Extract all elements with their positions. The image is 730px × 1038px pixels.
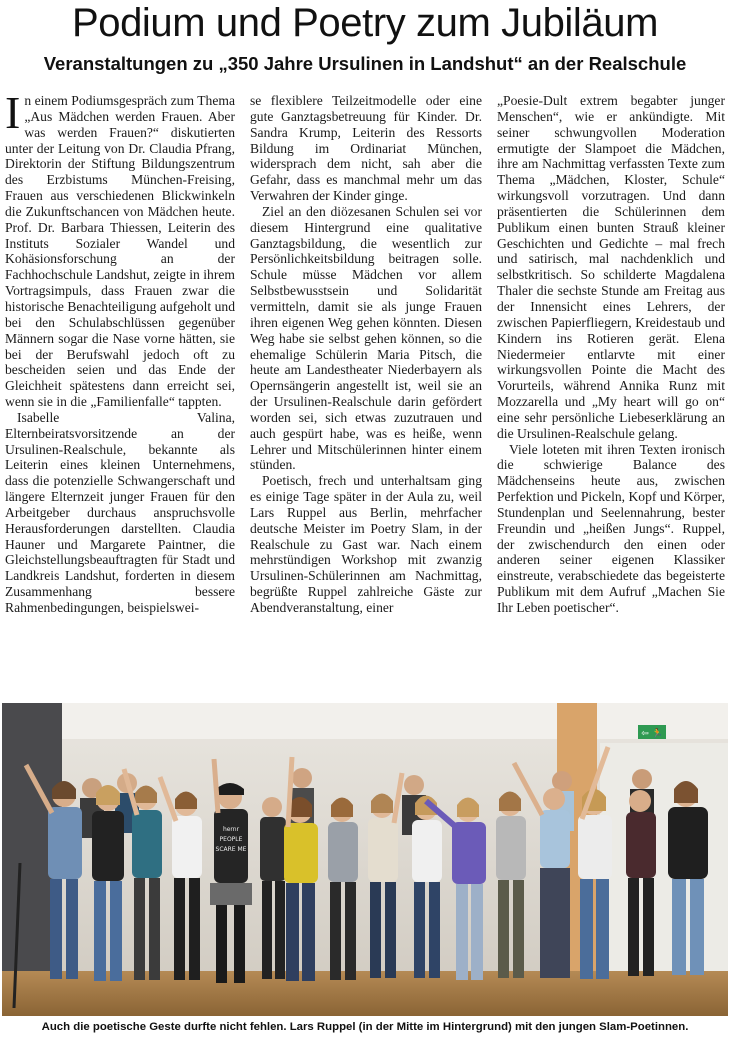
article-column-3 — [497, 93, 725, 691]
paragraph: Isabelle Valina, Elternbeiratsvorsitzende an der Ursulinen-Realschule, bekannte als Leiterin eines kleinen Unternehmens, dass die potenzielle Schwangerschaft und längere Elternzeit junger Frauen für den Arbeitgeber durchaus anspruchsvolle Herausforderungen darstellten. Claudia Hauner und Margarete Paintner, die Gleichstellungsbeauftragten für Stadt und Landkreis Landshut, forderten in diesem Zusammenhang bessere Rahmenbedingungen, beispielswei- — [5, 409, 235, 615]
lars-ruppel-head — [292, 768, 312, 788]
paragraph — [5, 93, 235, 410]
article-column-2 — [250, 93, 482, 691]
drop-cap: I — [5, 93, 21, 138]
paragraph-text: n einem Podiumsgespräch zum Thema „Aus Mädchen werden Frauen. Aber was werden Frauen?“ diskutierten unter der Leitung von Dr. Claudia Pfrang, Direktorin der Stiftung Bildungszentrum des Erzbistums München-Freising, Frauen aus verschiedenen Blickwinkeln die Zukunftschancen von Mädchen heute. Prof. Dr. Barbara Thiessen, Leiterin des Instituts Sozialer Wandel und Kohäsionsforschung an der Fachhochschule Landshut, zeigte in ihrem Vortragsimpuls, dass Frauen zwar die historische Benachteiligung aufgeholt und bei den Schulabschlüssen gegenüber Männern sogar die Nase vorne hätten, sie bei der Berufswahl jedoch oft zu bescheiden seien und das Ende der Gleichheit spätestens dann erreicht sei, wenn sie in die „Familienfalle“ tappten. — [5, 93, 235, 410]
paragraph: Poetisch, frech und unterhaltsam ging es einige Tage später in der Aula zu, weil Lars Ruppel aus Berlin, mehrfacher deutsche Meister im Poetry Slam, in der Realschule zu Gast war. Nach einem mehrstündigen Workshop mit zwanzig Ursulinen-Schülerinnen am Nachmittag, begrüßte Ruppel zahlreiche Gäste zur Abendveranstaltung, einer — [250, 473, 482, 615]
group-photo-illustration — [2, 703, 728, 1016]
exit-sign-text: ⇦ 🏃 — [641, 729, 663, 739]
shirt-text-2: PEOPLE — [219, 836, 243, 843]
paragraph: se flexiblere Teilzeitmodelle oder eine gute Ganztagsbetreuung für Kinder. Dr. Sandra Krump, Leiterin des Ressorts Bildung im Ordinariat München, widersprach dem nicht, sah aber die Gefahr, dass es manchmal mehr um das Verwahren der Kinder ginge. — [250, 93, 482, 204]
headline: Podium und Poetry zum Jubiläum — [71, 1, 659, 45]
paragraph: „Poesie-Dult extrem begabter junger Menschen“, wie er ankündigte. Mit seiner schwungvollen Moderation ermutigte der Slampoet die Mädchen, ihre am Nachmittag verfassten Texte zum Thema „Mädchen, Kloster, Schule“ wirkungsvoll vorzutragen. Und dann präsentierten die Schülerinnen dem Publikum einen bunten Strauß kleiner Geschichten und Gedichte – mal frech und satirisch, mal nachdenklich und selbstkritisch. So schilderte Magdalena Thaler die sechste Stunde am Freitag aus der Innensicht eines Lehrers, der zwischen Papierfliegern, Kreidestaub und Kindern ins Rotieren gerät. Elena Niedermeier entlarvte mit einer wirkungsvollen Pointe die Macht des Vorurteils, während Annika Runz mit Mozzarella und „My heart will go on“ eine sehr persönliche Liebeserklärung an die Ursulinen-Realschule gelang. — [497, 93, 725, 441]
photo-caption: Auch die poetische Geste durfte nicht fehlen. Lars Ruppel (in der Mitte im Hintergrund) mit den jungen Slam-Poetinnen. — [41, 1021, 689, 1033]
ceiling — [2, 703, 728, 739]
group-photo — [2, 703, 728, 1016]
shirt-text-1: hernr — [222, 826, 240, 833]
subheadline: Veranstaltungen zu „350 Jahre Ursulinen in Landshut“ an der Realschule — [43, 53, 687, 74]
paragraph: Viele loteten mit ihren Texten ironisch die schwierige Balance des Mädchenseins heute aus, zwischen Perfektion und Pickeln, Kopf und Körper, Stundenplan und Seelennahrung, bester Freundin und „heißen Jungs“. Ruppel, der zwischendurch den einen oder anderen seiner eigenen Klassiker einstreute, verabschiedete das begeisterte Publikum mit dem Aufruf „Machen Sie Ihr Leben poetischer“. — [497, 441, 725, 615]
door-area — [600, 743, 728, 983]
article-column-1 — [5, 93, 235, 691]
shirt-text-3: SCARE ME — [215, 846, 247, 853]
paragraph: Ziel an den diözesanen Schulen sei vor diesem Hintergrund eine qualitative Ganztagsbildung, die wesentlich zur Persönlichkeitsbildung beitragen solle. Schule müsse Mädchen vor allem Selbstbewusstsein und Solidarität vermitteln, damit sie als junge Frauen ihren eigenen Weg gehen könnten. Diesen Weg habe sie selbst gehen können, so die ehemalige Schülerin Maria Pitsch, die heute am Landestheater Niederbayern als Opernsängerin angestellt ist, weil sie an der Ursulinen-Realschule darin gefördert worden sei, sich etwas zuzutrauen und auch gespürt habe, was es heiße, wenn Lehrer und Mitschülerinnen hinter einem stünden. — [250, 203, 482, 473]
